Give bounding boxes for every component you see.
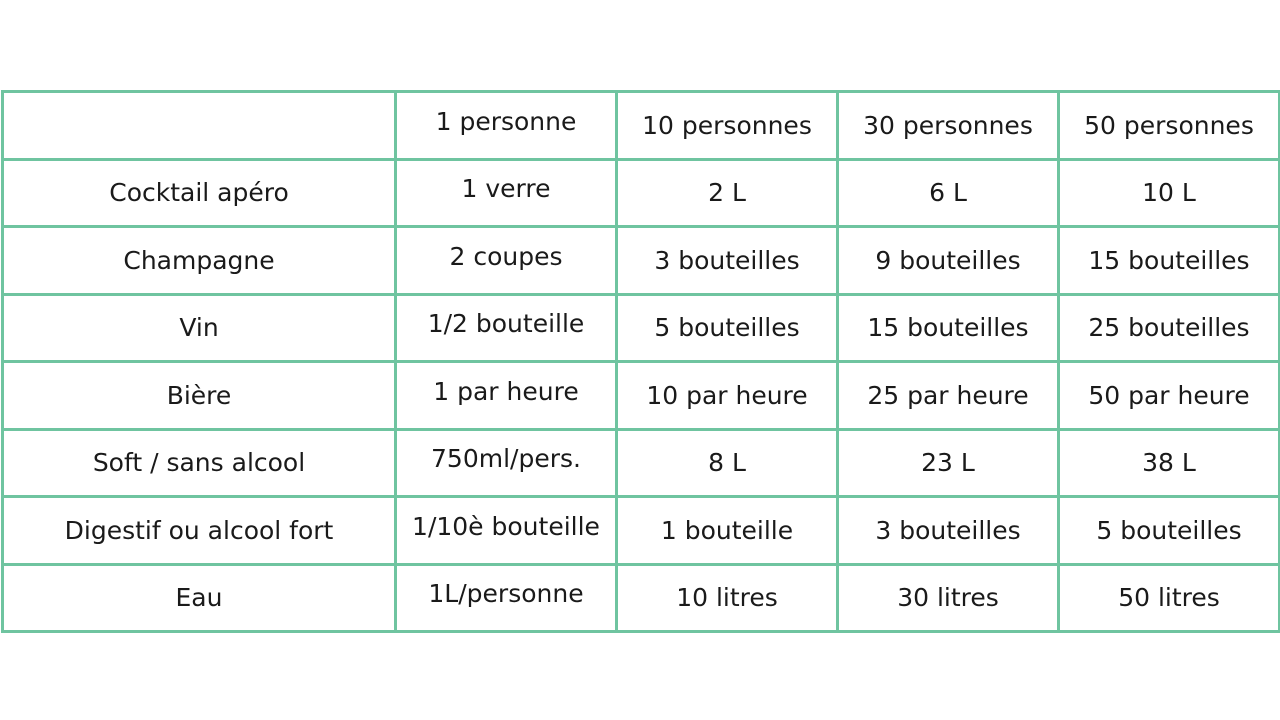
cell-50-personnes: 38 L [1059,429,1280,497]
table-row [3,564,1280,632]
table-row [3,429,1280,497]
cell-50-personnes: 25 bouteilles [1059,294,1280,362]
row-label: Champagne [3,227,396,295]
row-label: Soft / sans alcool [3,429,396,497]
table-header-row [3,92,1280,160]
cell-10-personnes: 3 bouteilles [617,227,838,295]
cell-30-personnes: 6 L [838,159,1059,227]
cell-30-personnes: 25 par heure [838,362,1059,430]
cell-1-personne: 1 verre [396,159,617,227]
cell-30-personnes: 23 L [838,429,1059,497]
row-label: Cocktail apéro [3,159,396,227]
table-row [3,294,1280,362]
cell-30-personnes: 30 litres [838,564,1059,632]
cell-10-personnes: 1 bouteille [617,497,838,565]
cell-50-personnes: 10 L [1059,159,1280,227]
drinks-quantity-table [1,90,1280,633]
header-1-personne: 1 personne [396,92,617,160]
table-row [3,497,1280,565]
header-10-personnes: 10 personnes [617,92,838,160]
cell-10-personnes: 8 L [617,429,838,497]
cell-1-personne: 1/2 bouteille [396,294,617,362]
cell-10-personnes: 5 bouteilles [617,294,838,362]
row-label: Vin [3,294,396,362]
cell-50-personnes: 15 bouteilles [1059,227,1280,295]
table-row [3,362,1280,430]
cell-1-personne: 750ml/pers. [396,429,617,497]
cell-1-personne: 2 coupes [396,227,617,295]
cell-50-personnes: 50 litres [1059,564,1280,632]
cell-1-personne: 1L/personne [396,564,617,632]
table-row [3,227,1280,295]
cell-1-personne: 1/10è bouteille [396,497,617,565]
cell-10-personnes: 10 litres [617,564,838,632]
header-30-personnes: 30 personnes [838,92,1059,160]
cell-1-personne: 1 par heure [396,362,617,430]
header-50-personnes: 50 personnes [1059,92,1280,160]
table-row [3,159,1280,227]
cell-30-personnes: 9 bouteilles [838,227,1059,295]
cell-30-personnes: 3 bouteilles [838,497,1059,565]
cell-50-personnes: 50 par heure [1059,362,1280,430]
row-label: Bière [3,362,396,430]
header-corner-cell [3,92,396,160]
row-label: Digestif ou alcool fort [3,497,396,565]
cell-30-personnes: 15 bouteilles [838,294,1059,362]
row-label: Eau [3,564,396,632]
cell-10-personnes: 2 L [617,159,838,227]
cell-50-personnes: 5 bouteilles [1059,497,1280,565]
cell-10-personnes: 10 par heure [617,362,838,430]
